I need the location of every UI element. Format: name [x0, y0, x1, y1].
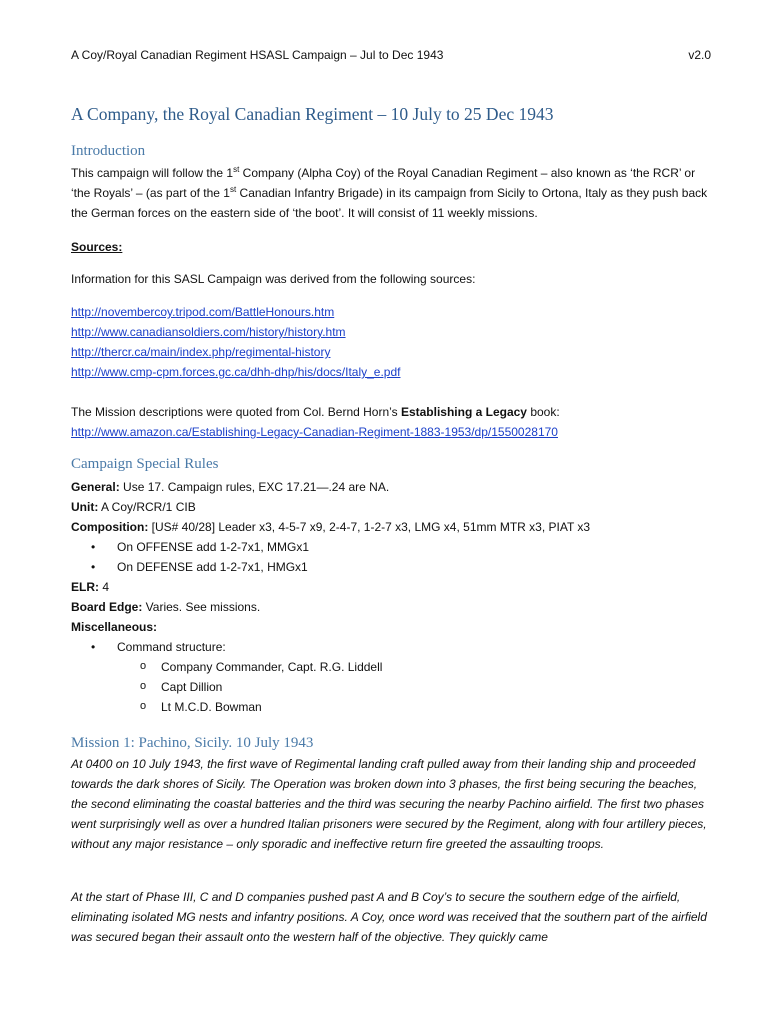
- board-edge-label: Board Edge:: [71, 600, 143, 614]
- intro-text-1: This campaign will follow the 1: [71, 166, 234, 180]
- intro-sup-2: st: [229, 185, 237, 194]
- rules-heading: Campaign Special Rules: [71, 456, 219, 472]
- sources-label: [71, 237, 711, 257]
- header-version: v2.0: [688, 48, 711, 62]
- mission-desc-text-2: book:: [526, 405, 560, 419]
- composition-label: Composition:: [71, 520, 149, 534]
- unit-label: Unit:: [71, 500, 99, 514]
- page-header: [71, 48, 711, 62]
- intro-text-3: Canadian Infantry Brigade) in its campaign from Sicily to Ortona, Italy as they push back the German forces on the eastern side of ‘the boot’. It will consist of 11 weekly missions.: [71, 186, 708, 220]
- mission1-paragraph-1: At 0400 on 10 July 1943, the first wave of Regimental landing craft pulled away from their landing ship and proceeded towards the dark shores of Sicily. The Operation was broken down into 3 phases, the first being securing the beaches, the second eliminating the coastal batteries and the third was securing the nearby Pachino airfield. The first two phases went surprisingly well as over a hundred Italian prisoners were secured by the Regiment, along with four artillery pieces, without any major resistance – only sporadic and ineffective return fire greeted the assaulting troops.: [71, 757, 707, 851]
- misc-bullets: [71, 637, 711, 657]
- general-label: General:: [71, 480, 120, 494]
- sources-links: [71, 302, 711, 382]
- sources-intro: Information for this SASL Campaign was derived from the following sources:: [71, 272, 476, 286]
- list-item: • On OFFENSE add 1-2-7x1, MMGx1: [71, 537, 711, 557]
- mission1-heading: Mission 1: Pachino, Sicily. 10 July 1943: [71, 735, 314, 751]
- mission-desc-book: Establishing a Legacy: [400, 405, 527, 419]
- source-link-3[interactable]: http://thercr.ca/main/index.php/regimental-history: [71, 345, 331, 359]
- board-edge-text: Varies. See missions.: [142, 600, 261, 614]
- header-title: A Coy/Royal Canadian Regiment HSASL Campaign – Jul to Dec 1943: [71, 48, 444, 62]
- source-link-1[interactable]: http://novembercoy.tripod.com/BattleHonours.htm: [71, 305, 335, 319]
- misc-label: Miscellaneous:: [71, 620, 158, 634]
- intro-heading: Introduction: [71, 143, 146, 159]
- general-text: Use 17. Campaign rules, EXC 17.21—.24 are NA.: [119, 480, 390, 494]
- composition-text: [US# 40/28] Leader x3, 4-5-7 x9, 2-4-7, 1-2-7 x3, LMG x4, 51mm MTR x3, PIAT x3: [148, 520, 591, 534]
- list-item: o Company Commander, Capt. R.G. Liddell: [71, 657, 711, 677]
- sources-label-text: Sources:: [71, 240, 123, 254]
- mission-desc-text-1: The Mission descriptions were quoted from Col. Bernd Horn’s: [71, 405, 401, 419]
- list-item: o Capt Dillion: [71, 677, 711, 697]
- mission1-paragraph-2: At the start of Phase III, C and D companies pushed past A and B Coy’s to secure the southern edge of the airfield, eliminating isolated MG nests and infantry positions. A Coy, once word was received that the southern part of the airfield was secured began their assault onto the western half of the objective. They quickly came: [71, 890, 707, 944]
- list-item: • Command structure:: [71, 637, 711, 657]
- list-item: o Lt M.C.D. Bowman: [71, 697, 711, 717]
- intro-sup-1: st: [233, 165, 240, 174]
- source-link-2[interactable]: http://www.canadiansoldiers.com/history/history.htm: [71, 325, 346, 339]
- rules-block: [71, 477, 711, 717]
- document-title: A Company, the Royal Canadian Regiment – 10 July to 25 Dec 1943: [71, 104, 554, 124]
- mission-desc: [71, 402, 711, 442]
- intro-paragraph: [71, 163, 711, 223]
- intro-text-2: Company (Alpha Coy) of the Royal Canadian Regiment – also known as ‘the RCR’ or ‘the Royals’ – (as part of the 1: [71, 166, 696, 200]
- elr-label: ELR:: [71, 580, 99, 594]
- elr-text: 4: [99, 580, 110, 594]
- source-link-4[interactable]: http://www.cmp-cpm.forces.gc.ca/dhh-dhp/his/docs/Italy_e.pdf: [71, 365, 401, 379]
- amazon-link[interactable]: http://www.amazon.ca/Establishing-Legacy-Canadian-Regiment-1883-1953/dp/1550028170: [71, 425, 558, 439]
- unit-text: A Coy/RCR/1 CIB: [98, 500, 196, 514]
- command-list: [71, 657, 711, 717]
- composition-bullets: [71, 537, 711, 577]
- list-item: • On DEFENSE add 1-2-7x1, HMGx1: [71, 557, 711, 577]
